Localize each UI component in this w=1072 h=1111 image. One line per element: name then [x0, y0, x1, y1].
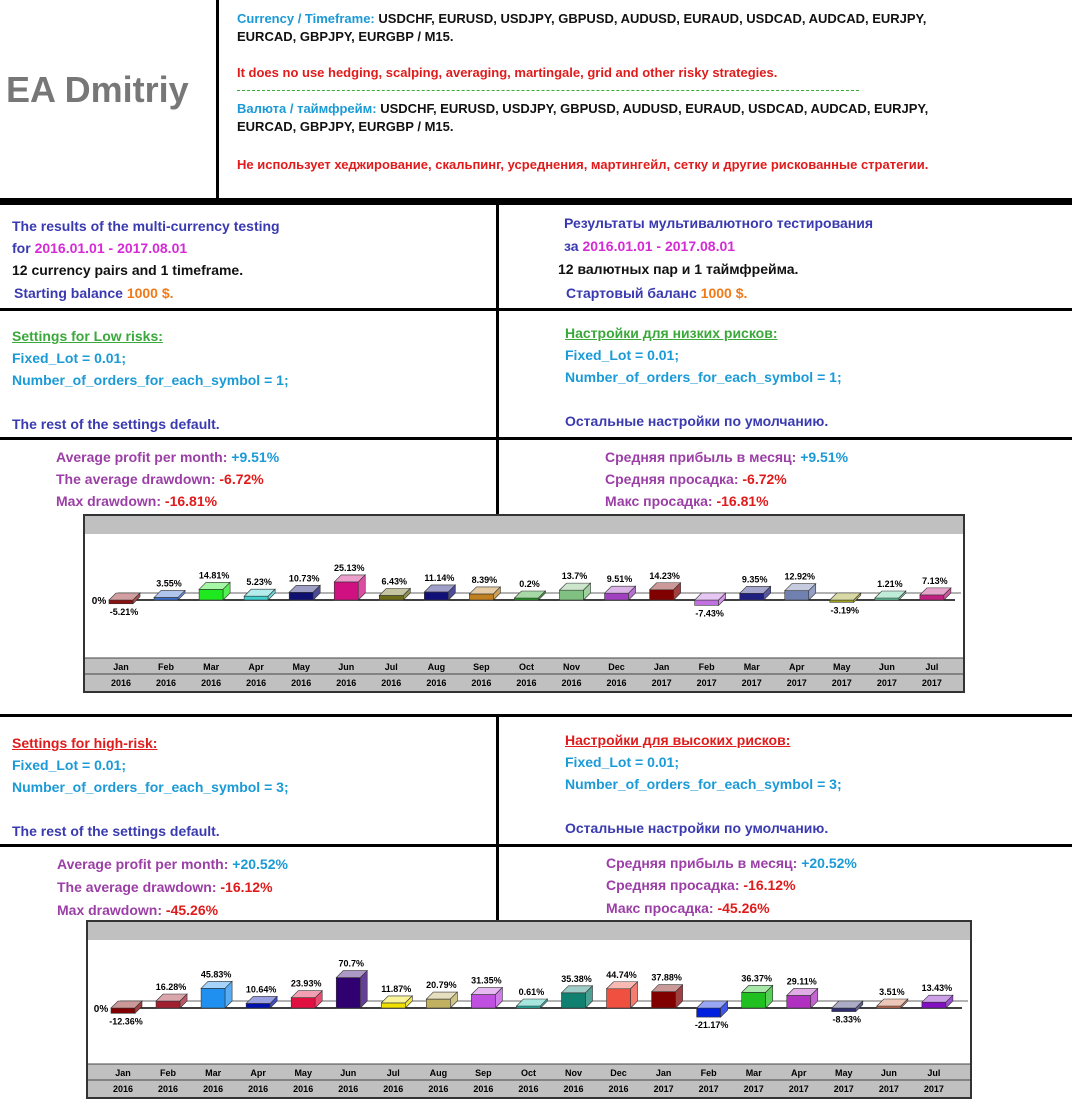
- en-pairs-label: Currency / Timeframe:: [237, 11, 375, 26]
- ru-high-lot: Fixed_Lot = 0.01;: [565, 754, 679, 770]
- ru-low-avg-profit: [605, 446, 848, 468]
- chart-bar: [560, 590, 584, 600]
- chart-year-label: 2016: [428, 1084, 449, 1094]
- chart-tick-label: May: [292, 662, 310, 672]
- chart-tick-label: Apr: [250, 1068, 266, 1078]
- ru-low-avg-value: +9.51%: [800, 449, 849, 465]
- chart-tick-label: Jan: [115, 1068, 131, 1078]
- en-low-dd-label: The average drawdown:: [56, 471, 216, 487]
- chart-tick-label: Apr: [791, 1068, 807, 1078]
- chart-year-label: 2016: [561, 678, 582, 688]
- en-low-avg-value: +9.51%: [231, 449, 280, 465]
- ru-low-dd-value: -6.72%: [742, 471, 787, 487]
- ru-low-max-value: -16.81%: [716, 493, 769, 509]
- en-results-period-line: [12, 237, 187, 259]
- ru-high-avg-value: +20.52%: [801, 855, 857, 871]
- chart-bar: [469, 594, 493, 600]
- chart-year-label: 2016: [293, 1084, 314, 1094]
- chart-year-label: 2016: [248, 1084, 269, 1094]
- high-risk-chart: [86, 920, 972, 1099]
- chart-year-label: 2017: [831, 678, 852, 688]
- chart-data-label: 3.51%: [879, 987, 905, 997]
- chart-tick-label: Feb: [158, 662, 175, 672]
- chart-tick-label: Jul: [384, 662, 398, 672]
- chart-tick-label: Oct: [520, 1068, 536, 1078]
- chart-year-label: 2016: [336, 678, 357, 688]
- chart-tick-label: Dec: [608, 662, 625, 672]
- chart-year-label: 2016: [608, 1084, 629, 1094]
- chart-year-label: 2017: [923, 1084, 944, 1094]
- chart-tick-label: Sep: [473, 662, 490, 672]
- ru-low-avg-drawdown: [605, 468, 787, 490]
- ru-high-title: Настройки для высоких рисков:: [565, 732, 791, 748]
- en-low-max-value: -16.81%: [164, 493, 218, 509]
- chart-data-label: 10.64%: [245, 984, 277, 995]
- chart-bar: [742, 992, 766, 1008]
- en-high-max-drawdown: [57, 899, 218, 921]
- chart-year-label: 2017: [651, 678, 672, 688]
- chart-year-label: 2016: [291, 678, 312, 688]
- chart-data-label: 6.43%: [381, 576, 408, 587]
- chart-tick-label: Feb: [160, 1068, 177, 1078]
- high-settings-bottom-border: [0, 844, 1072, 847]
- chart-data-label: 36.37%: [741, 973, 772, 984]
- chart-year-label: 2017: [878, 1084, 899, 1094]
- chart-data-label: 3.55%: [156, 578, 182, 589]
- ru-high-avg-label: Средняя прибыль в месяц:: [606, 855, 798, 871]
- en-results-title: The results of the multi-currency testing: [12, 218, 280, 234]
- chart-tick-label: Jun: [878, 662, 895, 672]
- header-separator: [237, 90, 859, 91]
- ru-high-max-value: -45.26%: [717, 900, 770, 916]
- chart-year-label: 2016: [112, 1084, 134, 1094]
- chart-data-label: 5.23%: [246, 577, 272, 588]
- chart-bar: [334, 582, 358, 600]
- chart-tick-label: Jul: [386, 1068, 400, 1078]
- en-low-lot: Fixed_Lot = 0.01;: [12, 350, 126, 366]
- chart-data-label: 37.88%: [651, 972, 682, 983]
- chart-bar: [199, 589, 223, 600]
- chart-tick-label: Jul: [925, 662, 939, 672]
- chart-bar: [787, 995, 811, 1008]
- section-divider-top: [496, 205, 499, 441]
- en-balance-value: 1000 $.: [126, 285, 174, 301]
- chart-bar: [605, 593, 629, 600]
- ru-low-lot: Fixed_Lot = 0.01;: [565, 347, 679, 363]
- ru-pairs-list: USDCHF, EURUSD, USDJPY, GBPUSD, AUDUSD, EURAUD, USDCAD, AUDCAD, EURJPY,: [380, 101, 929, 116]
- chart-year-label: 2016: [110, 678, 132, 688]
- chart-data-label: 13.43%: [921, 983, 953, 994]
- chart-data-label: 7.13%: [922, 575, 948, 586]
- ru-results-period-line: [564, 235, 735, 257]
- chart-year-label: 2017: [786, 678, 807, 688]
- chart-bar: [156, 1001, 180, 1008]
- chart-tick-label: Nov: [562, 662, 581, 672]
- chart-data-label: -8.33%: [832, 1014, 862, 1025]
- logo: EA Dmitriy: [6, 69, 189, 110]
- chart-year-label: 2016: [246, 678, 267, 688]
- chart-year-label: 2016: [471, 678, 492, 688]
- chart-bar: [154, 597, 178, 600]
- chart-tick-label: Dec: [610, 1068, 627, 1078]
- low-risk-chart: [83, 514, 965, 693]
- en-pairs-list: USDCHF, EURUSD, USDJPY, GBPUSD, AUDUSD, EURAUD, USDCAD, AUDCAD, EURJPY,: [378, 11, 927, 26]
- en-low-avg-label: Average profit per month:: [56, 449, 228, 465]
- chart-bar: [832, 1008, 856, 1012]
- chart-data-label: -12.36%: [109, 1016, 143, 1027]
- ru-low-title: Настройки для низких рисков:: [565, 325, 778, 341]
- chart-data-label: 10.73%: [288, 573, 320, 584]
- chart-tick-label: Mar: [205, 1068, 222, 1078]
- ru-note: Не использует хеджирование, скальпинг, усреднения, мартингейл, сетку и другие рискованные стратегии.: [237, 157, 929, 172]
- en-high-avg-label: Average profit per month:: [57, 856, 229, 872]
- chart-tick-label: Aug: [427, 662, 446, 672]
- low-stats-divider: [496, 440, 499, 514]
- chart-tick-label: Apr: [248, 662, 264, 672]
- chart-bar: [652, 992, 676, 1008]
- chart-year-label: 2017: [876, 678, 897, 688]
- chart-bar: [244, 596, 268, 600]
- chart-data-label: 14.81%: [198, 570, 230, 581]
- ru-high-dd-label: Средняя просадка:: [606, 877, 740, 893]
- chart-bar: [650, 590, 674, 600]
- chart-data-label: 31.35%: [471, 975, 502, 986]
- chart-title-strip: [85, 516, 963, 534]
- en-low-avg-drawdown: [56, 468, 264, 490]
- en-for-label: for: [12, 240, 31, 256]
- en-low-orders: Number_of_orders_for_each_symbol = 1;: [12, 372, 289, 388]
- chart-year-label: 2017: [743, 1084, 764, 1094]
- chart-tick-label: Jun: [338, 662, 355, 672]
- ru-high-avg-drawdown: [606, 874, 796, 896]
- chart-data-label: -7.43%: [695, 608, 724, 619]
- results-bottom-border: [0, 308, 1072, 311]
- en-balance-label: Starting balance: [14, 285, 123, 301]
- en-pairs-line2: EURCAD, GBPJPY, EURGBP / M15.: [237, 29, 454, 44]
- chart-tick-label: Oct: [518, 662, 534, 672]
- chart-bar: [920, 595, 944, 600]
- en-low-title: Settings for Low risks:: [12, 328, 163, 344]
- en-high-orders: Number_of_orders_for_each_symbol = 3;: [12, 779, 289, 795]
- ru-high-rest: Остальные настройки по умолчанию.: [565, 820, 829, 836]
- low-chart-bottom-border: [0, 714, 1072, 717]
- en-high-avg-profit: [57, 853, 288, 875]
- ru-high-max-drawdown: [606, 897, 770, 919]
- chart-tick-label: Mar: [745, 1068, 762, 1078]
- chart-bar: [291, 998, 315, 1008]
- chart-zero-label: 0%: [93, 1004, 109, 1015]
- chart-data-label: 11.14%: [424, 572, 455, 583]
- chart-bar: [379, 595, 403, 600]
- chart-year-label: 2016: [563, 1084, 584, 1094]
- ru-pairs-label: Валюта / таймфрейм:: [237, 101, 377, 116]
- section-divider-high: [496, 717, 499, 922]
- header-divider: [216, 0, 219, 198]
- chart-tick-label: Feb: [698, 662, 715, 672]
- en-high-max-value: -45.26%: [165, 902, 219, 918]
- en-pairs-line1: [237, 10, 926, 28]
- chart-data-label: 9.51%: [606, 574, 633, 585]
- chart-bar: [336, 978, 360, 1008]
- chart-bar: [424, 592, 448, 600]
- chart-data-label: -21.17%: [694, 1020, 729, 1031]
- high-risk-chart-svg: [88, 922, 970, 1097]
- ru-high-dd-value: -16.12%: [743, 877, 796, 893]
- chart-data-label: 20.79%: [426, 980, 457, 991]
- chart-year-label: 2016: [381, 678, 402, 688]
- chart-data-label: 1.21%: [877, 579, 903, 589]
- chart-data-label: 25.13%: [333, 562, 365, 573]
- ru-low-rest: Остальные настройки по умолчанию.: [565, 413, 829, 429]
- en-high-dd-label: The average drawdown:: [57, 879, 217, 895]
- en-starting-balance: [14, 282, 174, 304]
- chart-bar: [695, 600, 719, 605]
- chart-data-label: 16.28%: [155, 981, 187, 992]
- chart-bar: [740, 593, 764, 600]
- chart-tick-label: May: [835, 1068, 853, 1078]
- chart-year-label: 2017: [696, 678, 717, 688]
- en-high-rest: The rest of the settings default.: [12, 823, 220, 839]
- ru-low-orders: Number_of_orders_for_each_symbol = 1;: [565, 369, 842, 385]
- ru-period: 2016.01.01 - 2017.08.01: [582, 238, 736, 254]
- chart-bar: [246, 1003, 270, 1008]
- chart-bar: [109, 600, 133, 604]
- ru-balance-value: 1000 $.: [700, 285, 748, 301]
- chart-tick-label: Jan: [653, 662, 670, 672]
- chart-bar: [201, 988, 225, 1008]
- chart-title-strip: [88, 922, 970, 940]
- chart-bar: [562, 993, 586, 1008]
- chart-data-label: 0.2%: [519, 579, 540, 589]
- en-note: It does no use hedging, scalping, averaging, martingale, grid and other risky strategies.: [237, 65, 778, 80]
- ru-pairs-line1: [237, 100, 928, 118]
- chart-year-label: 2016: [203, 1084, 224, 1094]
- chart-year-label: 2017: [833, 1084, 854, 1094]
- chart-year-label: 2016: [516, 678, 537, 688]
- low-settings-bottom-border: [0, 437, 1072, 440]
- ru-results-title: Результаты мультивалютного тестирования: [564, 215, 874, 231]
- chart-data-label: 44.74%: [606, 969, 637, 980]
- chart-year-label: 2016: [606, 678, 627, 688]
- ru-high-orders: Number_of_orders_for_each_symbol = 3;: [565, 776, 842, 792]
- header-bottom-border: [0, 198, 1072, 205]
- chart-year-label: 2017: [653, 1084, 674, 1094]
- ru-low-max-label: Макс просадка:: [605, 493, 713, 509]
- chart-tick-label: Jul: [927, 1068, 941, 1078]
- chart-zero-label: 0%: [91, 596, 107, 607]
- chart-bar: [381, 1003, 405, 1008]
- en-low-rest: The rest of the settings default.: [12, 416, 220, 432]
- en-results-pairs: 12 currency pairs and 1 timeframe.: [12, 262, 244, 278]
- chart-data-label: 8.39%: [471, 574, 498, 585]
- en-high-lot: Fixed_Lot = 0.01;: [12, 757, 126, 773]
- chart-bar: [426, 999, 450, 1008]
- chart-data-label: 11.87%: [381, 983, 412, 994]
- chart-year-label: 2016: [426, 678, 447, 688]
- ru-for-label: за: [564, 238, 579, 254]
- chart-tick-label: Mar: [743, 662, 760, 672]
- chart-tick-label: May: [833, 662, 851, 672]
- chart-tick-label: Jan: [113, 662, 129, 672]
- chart-year-label: 2016: [383, 1084, 404, 1094]
- chart-bar: [471, 995, 495, 1008]
- chart-bar: [697, 1008, 721, 1017]
- chart-data-label: 70.7%: [338, 958, 365, 969]
- en-high-dd-value: -16.12%: [220, 879, 273, 895]
- chart-year-label: 2016: [201, 678, 222, 688]
- ru-low-dd-label: Средняя просадка:: [605, 471, 739, 487]
- en-high-avg-drawdown: [57, 876, 273, 898]
- ru-high-avg-profit: [606, 852, 857, 874]
- ru-pairs-line2: EURCAD, GBPJPY, EURGBP / M15.: [237, 119, 454, 134]
- en-low-max-drawdown: [56, 490, 217, 512]
- ru-low-avg-label: Средняя прибыль в месяц:: [605, 449, 797, 465]
- chart-data-label: 0.61%: [518, 987, 545, 997]
- chart-data-label: -3.19%: [830, 605, 860, 616]
- chart-data-label: 12.92%: [784, 571, 816, 582]
- chart-bar: [607, 989, 631, 1008]
- chart-tick-label: Aug: [429, 1068, 448, 1078]
- chart-tick-label: Mar: [203, 662, 220, 672]
- chart-data-label: 13.7%: [561, 571, 588, 582]
- chart-year-label: 2017: [741, 678, 762, 688]
- chart-data-label: 29.11%: [786, 976, 817, 987]
- chart-bar: [785, 591, 809, 600]
- ru-starting-balance: [566, 282, 747, 304]
- en-low-max-label: Max drawdown:: [56, 493, 162, 509]
- chart-tick-label: Jan: [655, 1068, 672, 1078]
- chart-year-label: 2017: [698, 1084, 719, 1094]
- chart-year-label: 2016: [158, 1084, 179, 1094]
- ru-balance-label: Стартовый баланс: [566, 285, 697, 301]
- chart-year-label: 2016: [473, 1084, 494, 1094]
- chart-data-label: 9.35%: [741, 574, 768, 585]
- chart-data-label: 14.23%: [649, 570, 680, 581]
- chart-year-label: 2016: [338, 1084, 359, 1094]
- chart-tick-label: May: [294, 1068, 312, 1078]
- chart-year-label: 2016: [156, 678, 177, 688]
- chart-data-label: 35.38%: [561, 973, 592, 984]
- chart-year-label: 2017: [788, 1084, 809, 1094]
- chart-data-label: 45.83%: [200, 969, 232, 980]
- chart-tick-label: Feb: [700, 1068, 717, 1078]
- chart-bar: [830, 600, 854, 602]
- chart-tick-label: Nov: [564, 1068, 583, 1078]
- en-period: 2016.01.01 - 2017.08.01: [34, 240, 188, 256]
- chart-tick-label: Apr: [789, 662, 805, 672]
- chart-bar: [922, 1002, 946, 1008]
- chart-bar: [289, 592, 313, 600]
- chart-tick-label: Jun: [880, 1068, 897, 1078]
- chart-year-label: 2016: [518, 1084, 539, 1094]
- en-low-dd-value: -6.72%: [219, 471, 264, 487]
- chart-data-label: 23.93%: [290, 978, 322, 989]
- en-high-max-label: Max drawdown:: [57, 902, 163, 918]
- chart-bar: [111, 1008, 135, 1013]
- ru-low-max-drawdown: [605, 490, 769, 512]
- low-risk-chart-svg: [85, 516, 963, 691]
- en-high-avg-value: +20.52%: [232, 856, 288, 872]
- en-high-title: Settings for high-risk:: [12, 735, 158, 751]
- chart-data-label: -5.21%: [109, 606, 139, 617]
- ru-high-max-label: Макс просадка:: [606, 900, 714, 916]
- chart-bar-side: [360, 971, 367, 1008]
- en-low-avg-profit: [56, 446, 279, 468]
- chart-tick-label: Sep: [475, 1068, 492, 1078]
- chart-tick-label: Jun: [340, 1068, 357, 1078]
- ru-results-pairs: 12 валютных пар и 1 таймфрейма.: [558, 261, 799, 277]
- chart-year-label: 2017: [921, 678, 942, 688]
